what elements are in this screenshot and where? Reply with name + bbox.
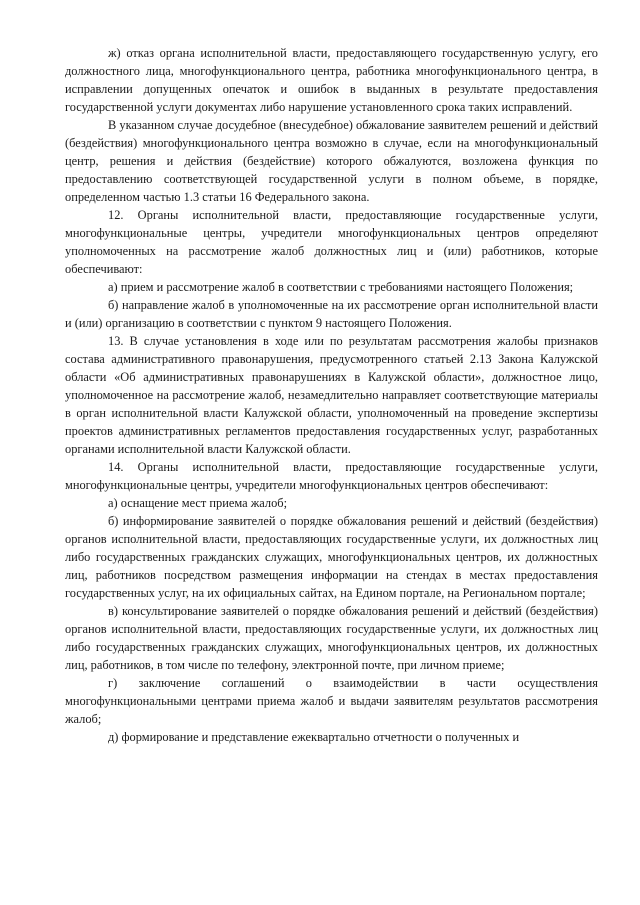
- paragraph-14-b: б) информирование заявителей о порядке обжалования решений и действий (бездействия) органов исполнительной власти, предоставляющих государственные услуги, их должностных лиц либо государственных гражданских служащих, многофункциональных центров, их должностных лиц, работников посредством размещения информации на стендах в местах предоставления государственных услуг, на их официальных сайтах, на Едином портале, на Региональном портале;: [65, 514, 598, 600]
- paragraph-14-v: в) консультирование заявителей о порядке обжалования решений и действий (бездействия) органов исполнительной власти, предоставляющих государственные услуги, их должностных лиц либо государственных гражданских служащих, многофункциональных центров, их должностных лиц, работников, в том числе по телефону, электронной почте, при личном приеме;: [65, 604, 598, 672]
- paragraph-12-a: а) прием и рассмотрение жалоб в соответствии с требованиями настоящего Положения;: [108, 280, 574, 294]
- paragraph-mfc-appeal: В указанном случае досудебное (внесудебное) обжалование заявителем решений и действий (бездействия) многофункционального центра возможно в случае, если на многофункциональный центр, решения и действия (бездействие) которого обжалуются, возложена функция по предоставлению соответствующей государственной услуги в полном объеме, в порядке, определенном частью 1.3 статьи 16 Федерального закона.: [65, 118, 598, 204]
- paragraph-14-a: а) оснащение мест приема жалоб;: [108, 496, 288, 510]
- paragraph-12-b: б) направление жалоб в уполномоченные на их рассмотрение орган исполнительной власти и (или) организацию в соответствии с пунктом 9 настоящего Положения.: [65, 298, 598, 330]
- paragraph-zh-refusal: ж) отказ органа исполнительной власти, предоставляющего государственную услугу, его должностного лица, многофункционального центра, работника многофункционального центра, в исправлении допущенных опечаток и ошибок в выданных в результате предоставления государственной услуги документах либо нарушение установленного срока таких исправлений.: [65, 46, 598, 114]
- document-body: [65, 44, 598, 746]
- paragraph-13: 13. В случае установления в ходе или по результатам рассмотрения жалобы признаков состава административного правонарушения, предусмотренного статьей 2.13 Закона Калужской области «Об административных правонарушениях в Калужской области», должностное лицо, уполномоченное на рассмотрение жалоб, незамедлительно направляет соответствующие материалы в орган исполнительной власти Калужской области, уполномоченный на проведение экспертизы проектов административных регламентов предоставления государственных услуг, разработанных органами исполнительной власти Калужской области.: [65, 334, 598, 456]
- paragraph-12: 12. Органы исполнительной власти, предоставляющие государственные услуги, многофункциональные центры, учредители многофункциональных центров определяют уполномоченных на рассмотрение жалоб должностных лиц и (или) работников, которые обеспечивают:: [65, 208, 598, 276]
- paragraph-14-d: д) формирование и представление ежеквартально отчетности о полученных и: [108, 730, 520, 744]
- paragraph-14: 14. Органы исполнительной власти, предоставляющие государственные услуги, многофункциональные центры, учредители многофункциональных центров обеспечивают:: [65, 460, 598, 492]
- paragraph-14-g: г) заключение соглашений о взаимодействии в части осуществления многофункциональными центрами приема жалоб и выдачи заявителям результатов рассмотрения жалоб;: [65, 676, 598, 726]
